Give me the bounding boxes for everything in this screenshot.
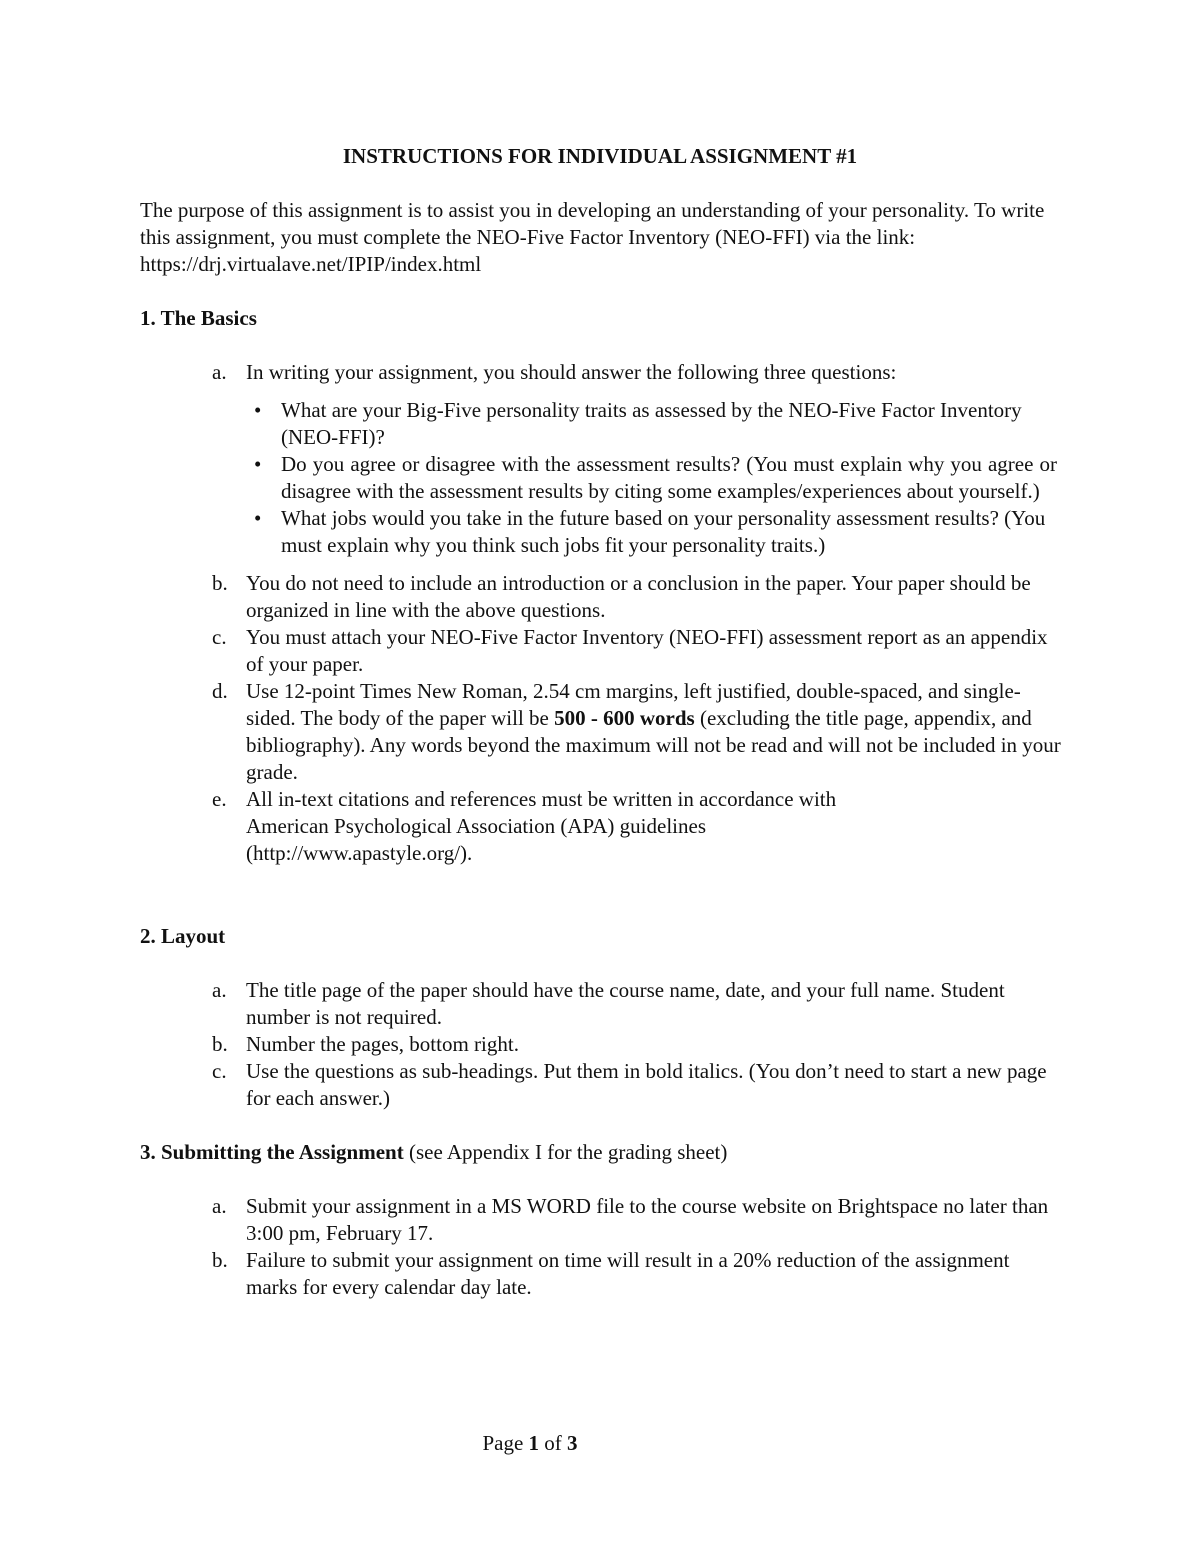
- bullet-text: What jobs would you take in the future based on your personality assessment results? (You must explain why you think such jobs fit your personality traits.): [281, 506, 1046, 557]
- apa-link-text: (http://www.apastyle.org/).: [246, 841, 473, 865]
- heading-bold-text: 3. Submitting the Assignment: [140, 1140, 404, 1164]
- footer-prefix: Page: [482, 1431, 529, 1455]
- list-marker: a.: [212, 978, 227, 1002]
- document-page: [140, 0, 1060, 1553]
- list-marker: a.: [212, 1194, 227, 1218]
- list-item-text: [246, 787, 836, 865]
- page-number-footer: [0, 1430, 1060, 1457]
- list-marker: c.: [212, 625, 227, 649]
- word-count-emphasis: 500 - 600 words: [554, 706, 695, 730]
- list-item-text: The title page of the paper should have the course name, date, and your full name. Student number is not required.: [246, 978, 1005, 1029]
- list-item: [140, 678, 1061, 786]
- section-heading-basics: 1. The Basics: [140, 306, 257, 330]
- section-basics: [140, 305, 1060, 867]
- total-page-number: 3: [567, 1431, 578, 1455]
- list-item-text: You do not need to include an introduction or a conclusion in the paper. Your paper should be organized in line with the above questions.: [246, 571, 1031, 622]
- list-item: [140, 1058, 1061, 1112]
- list-marker: e.: [212, 787, 227, 811]
- heading-note: (see Appendix I for the grading sheet): [403, 1140, 728, 1164]
- intro-paragraph: The purpose of this assignment is to assist you in developing an understanding of your personality. To write this assignment, you must complete the NEO-Five Factor Inventory (NEO-FFI) via the link: https://drj.virtualave.net/IPIP/index.html: [140, 198, 1045, 276]
- section-layout: [140, 923, 1060, 1112]
- list-item: [140, 359, 1061, 386]
- question-bullets: [140, 397, 1060, 559]
- list-item-text: You must attach your NEO-Five Factor Inventory (NEO-FFI) assessment report as an appendix of your paper.: [246, 625, 1048, 676]
- list-marker: b.: [212, 1032, 228, 1056]
- list-marker: d.: [212, 679, 228, 703]
- list-marker: b.: [212, 571, 228, 595]
- list-marker: c.: [212, 1059, 227, 1083]
- current-page-number: 1: [528, 1431, 540, 1455]
- section-heading-submitting: [140, 1139, 1060, 1166]
- list-item-text: Number the pages, bottom right.: [246, 1032, 519, 1056]
- layout-list: [140, 977, 1060, 1112]
- bullet-icon: •: [254, 506, 262, 530]
- list-item-text: Failure to submit your assignment on time will result in a 20% reduction of the assignment marks for every calendar day late.: [246, 1248, 1010, 1299]
- list-item: [140, 786, 1061, 867]
- list-item: [140, 1247, 1061, 1301]
- list-item: [140, 570, 1061, 624]
- text-segment: (excluding the title page, appendix, and bibliography). Any words beyond the maximum will not be read and will not be included in your grade.: [246, 706, 1061, 784]
- bullet-item: [140, 451, 1057, 505]
- text-line: All in-text citations and references must be written in accordance with: [246, 787, 837, 811]
- section-heading-layout: 2. Layout: [140, 924, 226, 948]
- document-title: INSTRUCTIONS FOR INDIVIDUAL ASSIGNMENT #1: [342, 144, 858, 168]
- bullet-text: Do you agree or disagree with the assessment results? (You must explain why you agree or disagree with the assessment results by citing some examples/experiences about yourself.): [281, 452, 1057, 503]
- list-item: [140, 624, 1061, 678]
- list-item-text: [246, 679, 1061, 784]
- basics-list: [140, 359, 1060, 386]
- list-item-text: Submit your assignment in a MS WORD file to the course website on Brightspace no later than 3:00 pm, February 17.: [246, 1194, 1049, 1245]
- submitting-list: [140, 1193, 1060, 1301]
- list-marker: b.: [212, 1248, 228, 1272]
- list-item-text: Use the questions as sub-headings. Put them in bold italics. (You don’t need to start a new page for each answer.): [246, 1059, 1047, 1110]
- text-segment: Use 12-point Times New Roman, 2.54 cm margins, left justified, double-spaced, and single-sided. The body of the paper will be: [246, 679, 1021, 730]
- footer-middle: of: [539, 1431, 568, 1455]
- bullet-item: [140, 397, 1057, 451]
- basics-list-continued: [140, 570, 1060, 867]
- list-item: [140, 977, 1061, 1031]
- list-item: [140, 1031, 1061, 1058]
- section-submitting: [140, 1139, 1060, 1301]
- bullet-icon: •: [254, 452, 262, 476]
- bullet-text: What are your Big-Five personality traits as assessed by the NEO-Five Factor Inventory (NEO-FFI)?: [281, 398, 1022, 449]
- bullet-icon: •: [254, 398, 262, 422]
- bullet-item: [140, 505, 1057, 559]
- list-item: [140, 1193, 1061, 1247]
- text-line: American Psychological Association (APA) guidelines: [246, 814, 706, 838]
- list-marker: a.: [212, 360, 227, 384]
- list-item-text: In writing your assignment, you should answer the following three questions:: [246, 360, 897, 384]
